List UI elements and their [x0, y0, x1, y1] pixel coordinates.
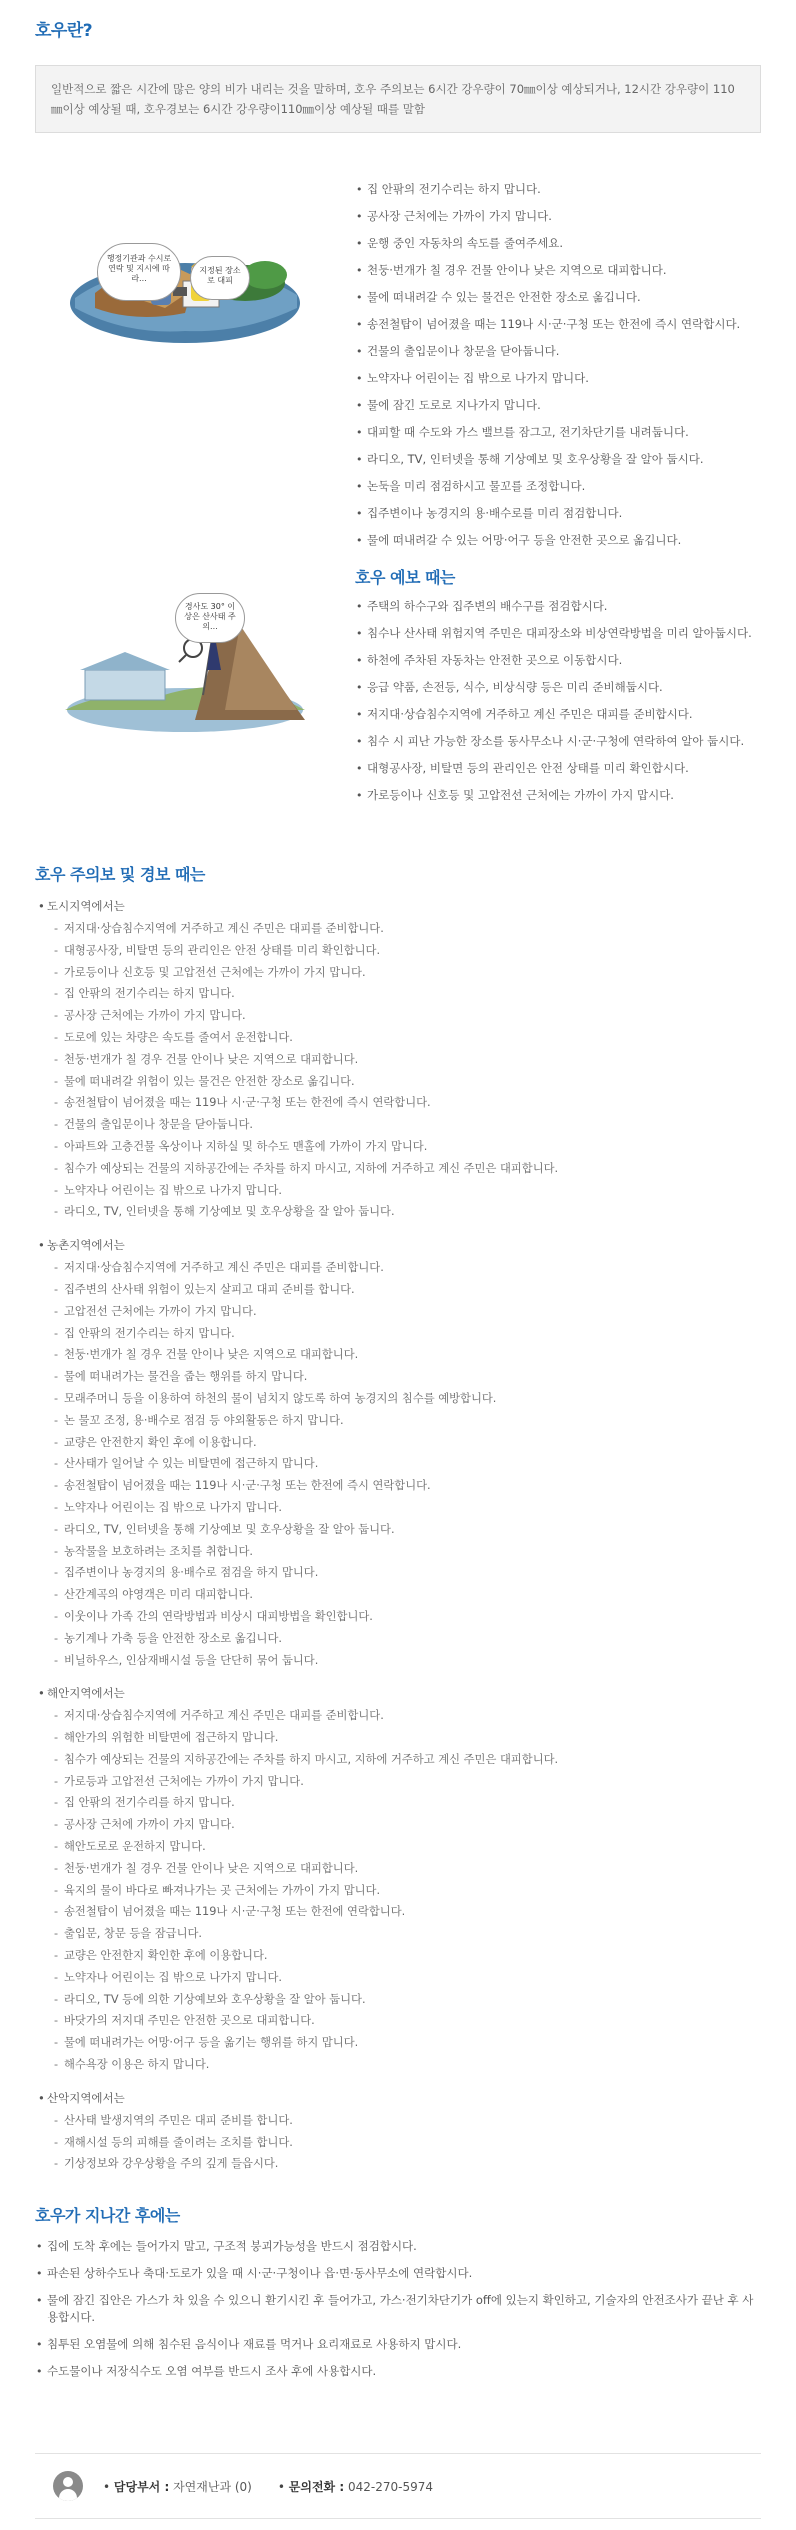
- list-item: - 산간계곡의 야영객은 미리 대피합니다.: [54, 1584, 761, 1606]
- phone-label: 문의전화 :: [288, 2479, 345, 2494]
- prep-section: [35, 173, 761, 559]
- speech-bubble-right-text: 지정된 장소로 대피: [199, 266, 241, 285]
- list-item: • 대피할 때 수도와 가스 밸브를 잠그고, 전기차단기를 내려둡니다.: [355, 424, 761, 441]
- list-item: • 침투된 오염물에 의해 침수된 음식이나 재료를 먹거나 요리재료로 사용하지 맙시다.: [35, 2336, 761, 2353]
- list-item: - 송전철탑이 넘어졌을 때는 119나 시·군·구청 또는 한전에 즉시 연락합니다.: [54, 1475, 761, 1497]
- warning-group-title: • 도시지역에서는: [35, 895, 761, 917]
- list-item: - 저지대·상습침수지역에 거주하고 계신 주민은 대피를 준비합니다.: [54, 1705, 761, 1727]
- dept-label: 담당부서 :: [113, 2479, 170, 2494]
- list-item: • 집 안팎의 전기수리는 하지 맙니다.: [355, 181, 761, 198]
- list-item: • 천둥·번개가 칠 경우 건물 안이나 낮은 지역으로 대피합니다.: [355, 262, 761, 279]
- warning-group-list: [35, 1257, 761, 1671]
- list-item: - 라디오, TV, 인터넷을 통해 기상예보 및 호우상황을 잘 알아 둡니다.: [54, 1201, 761, 1223]
- speech-bubble-right: [190, 256, 250, 300]
- after-title: 호우가 지나간 후에는: [35, 2206, 180, 2226]
- list-item: - 공사장 근처에는 가까이 가지 맙니다.: [54, 1005, 761, 1027]
- list-item: • 운행 중인 자동차의 속도를 줄여주세요.: [355, 235, 761, 252]
- list-item: • 주택의 하수구와 집주변의 배수구를 점검합시다.: [355, 598, 761, 615]
- list-item: • 건물의 출입문이나 창문을 닫아둡니다.: [355, 343, 761, 360]
- list-item: - 건물의 출입문이나 창문을 닫아둡니다.: [54, 1114, 761, 1136]
- list-item: - 가로등이나 신호등 및 고압전선 근처에는 가까이 가지 맙니다.: [54, 962, 761, 984]
- list-item: - 노약자나 어린이는 집 밖으로 나가지 맙니다.: [54, 1180, 761, 1202]
- page-title: 호우란?: [35, 21, 93, 41]
- list-item: - 천둥·번개가 칠 경우 건물 안이나 낮은 지역으로 대피합니다.: [54, 1858, 761, 1880]
- list-item: - 비닐하우스, 인삼재배시설 등을 단단히 묶어 둡니다.: [54, 1650, 761, 1672]
- list-item: - 바닷가의 저지대 주민은 안전한 곳으로 대피합니다.: [54, 2010, 761, 2032]
- illustration-landslide: [35, 565, 355, 814]
- list-item: - 고압전선 근처에는 가까이 가지 맙니다.: [54, 1301, 761, 1323]
- list-item: - 저지대·상습침수지역에 거주하고 계신 주민은 대피를 준비합니다.: [54, 1257, 761, 1279]
- warning-title: 호우 주의보 및 경보 때는: [35, 865, 205, 884]
- list-item: - 이웃이나 가족 간의 연락방법과 비상시 대피방법을 확인합니다.: [54, 1606, 761, 1628]
- forecast-section: [35, 565, 761, 814]
- list-item: • 물에 떠내려갈 수 있는 어망·어구 등을 안전한 곳으로 옮깁니다.: [355, 532, 761, 549]
- list-item: - 모래주머니 등을 이용하여 하천의 물이 넘치지 않도록 하여 농경지의 침수를 예방합니다.: [54, 1388, 761, 1410]
- list-item: - 송전철탑이 넘어졌을 때는 119나 시·군·구청 또는 한전에 연락합니다.: [54, 1901, 761, 1923]
- speech-bubble-left-text: 행정기관과 수시로 연락 및 지시에 따라...: [106, 254, 172, 283]
- warning-group-title: • 해안지역에서는: [35, 1682, 761, 1704]
- list-item: • 노약자나 어린이는 집 밖으로 나가지 맙니다.: [355, 370, 761, 387]
- contact-department: • 담당부서 : 자연재난과 (0): [103, 2479, 252, 2494]
- list-item: - 물에 떠내려갈 위험이 있는 물건은 안전한 장소로 옮깁니다.: [54, 1071, 761, 1093]
- list-item: • 라디오, TV, 인터넷을 통해 기상예보 및 호우상황을 잘 알아 둡시다.: [355, 451, 761, 468]
- list-item: - 재해시설 등의 피해를 줄이려는 조치를 합니다.: [54, 2132, 761, 2154]
- list-item: • 물에 잠긴 도로로 지나가지 맙니다.: [355, 397, 761, 414]
- list-item: - 아파트와 고층건물 옥상이나 지하실 및 하수도 맨홀에 가까이 가지 맙니다.: [54, 1136, 761, 1158]
- list-item: - 가로등과 고압전선 근처에는 가까이 가지 맙니다.: [54, 1771, 761, 1793]
- list-item: - 천둥·번개가 칠 경우 건물 안이나 낮은 지역으로 대피합니다.: [54, 1049, 761, 1071]
- definition-text: 일반적으로 짧은 시간에 많은 양의 비가 내리는 것을 말하며, 호우 주의보는 6시간 강우량이 70㎜이상 예상되거나, 12시간 강우량이 110㎜이상 예상될 때, 호우경보는 6시간 강우량이110㎜이상 예상될 때를 말함: [51, 82, 735, 116]
- person-icon: [53, 2471, 83, 2501]
- list-item: • 하천에 주차된 자동차는 안전한 곳으로 이동합시다.: [355, 652, 761, 669]
- list-item: • 침수 시 피난 가능한 장소를 동사무소나 시·군·구청에 연락하여 알아 둡시다.: [355, 733, 761, 750]
- contact-phone: • 문의전화 : 042-270-5974: [277, 2479, 433, 2494]
- prep-list: [355, 181, 761, 549]
- warning-group-title: • 농촌지역에서는: [35, 1234, 761, 1256]
- list-item: • 물에 잠긴 집안은 가스가 차 있을 수 있으니 환기시킨 후 들어가고, 가스·전기차단기가 off에 있는지 확인하고, 기술자의 안전조사가 끝난 후 사용합시다.: [35, 2292, 761, 2326]
- list-item: - 물에 떠내려가는 어망·어구 등을 옮기는 행위를 하지 맙니다.: [54, 2032, 761, 2054]
- list-item: - 노약자나 어린이는 집 밖으로 나가지 맙니다.: [54, 1497, 761, 1519]
- list-item: - 천둥·번개가 칠 경우 건물 안이나 낮은 지역으로 대피합니다.: [54, 1344, 761, 1366]
- list-item: - 농기계나 가축 등을 안전한 장소로 옮깁니다.: [54, 1628, 761, 1650]
- warning-groups: [35, 895, 761, 2175]
- list-item: - 교량은 안전한지 확인한 후에 이용합니다.: [54, 1945, 761, 1967]
- list-item: - 교량은 안전한지 확인 후에 이용합니다.: [54, 1432, 761, 1454]
- list-item: • 물에 떠내려갈 수 있는 물건은 안전한 장소로 옮깁니다.: [355, 289, 761, 306]
- after-list: [35, 2238, 761, 2380]
- list-item: - 라디오, TV, 인터넷을 통해 기상예보 및 호우상황을 잘 알아 둡니다.: [54, 1519, 761, 1541]
- warning-group: [35, 1234, 761, 1671]
- list-item: - 집주변이나 농경지의 용·배수로 점검을 하지 맙니다.: [54, 1562, 761, 1584]
- list-item: • 집에 도착 후에는 들어가지 말고, 구조적 붕괴가능성을 반드시 점검합시다.: [35, 2238, 761, 2255]
- contact-bar: [35, 2453, 761, 2519]
- list-item: • 파손된 상하수도나 축대·도로가 있을 때 시·군·구청이나 읍·면·동사무소에 연락합시다.: [35, 2265, 761, 2282]
- warning-group: [35, 2087, 761, 2175]
- list-item: - 저지대·상습침수지역에 거주하고 계신 주민은 대피를 준비합니다.: [54, 918, 761, 940]
- warning-group-list: [35, 1705, 761, 2076]
- warning-group-title: • 산악지역에서는: [35, 2087, 761, 2109]
- list-item: • 집주변이나 농경지의 용·배수로를 미리 점검합니다.: [355, 505, 761, 522]
- forecast-list: [355, 598, 761, 804]
- list-item: - 집주변의 산사태 위험이 있는지 살피고 대피 준비를 합니다.: [54, 1279, 761, 1301]
- list-item: - 대형공사장, 비탈면 등의 관리인은 안전 상태를 미리 확인합니다.: [54, 940, 761, 962]
- list-item: - 해안도로로 운전하지 맙니다.: [54, 1836, 761, 1858]
- list-item: - 출입문, 창문 등을 잠급니다.: [54, 1923, 761, 1945]
- list-item: - 산사태 발생지역의 주민은 대피 준비를 합니다.: [54, 2110, 761, 2132]
- forecast-title: 호우 예보 때는: [355, 568, 455, 587]
- list-item: • 논둑을 미리 점검하시고 물꼬를 조정합니다.: [355, 478, 761, 495]
- dept-value: 자연재난과 (0): [173, 2479, 252, 2494]
- list-item: • 응급 약품, 손전등, 식수, 비상식량 등은 미리 준비해둡시다.: [355, 679, 761, 696]
- definition-box: [35, 65, 761, 133]
- speech-bubble-slope-text: 경사도 30° 이상은 산사태 주의...: [184, 602, 236, 631]
- list-item: • 공사장 근처에는 가까이 가지 맙니다.: [355, 208, 761, 225]
- list-item: - 노약자나 어린이는 집 밖으로 나가지 맙니다.: [54, 1967, 761, 1989]
- list-item: - 집 안팎의 전기수리는 하지 맙니다.: [54, 1323, 761, 1345]
- list-item: - 기상정보와 강우상황을 주의 깊게 들읍시다.: [54, 2153, 761, 2175]
- list-item: • 침수나 산사태 위험지역 주민은 대피장소와 비상연락방법을 미리 알아둡시다.: [355, 625, 761, 642]
- illustration-flood-shelter: [35, 173, 355, 559]
- warning-group-list: [35, 918, 761, 1223]
- list-item: - 해수욕장 이용은 하지 맙니다.: [54, 2054, 761, 2076]
- list-item: - 물에 떠내려가는 물건을 줍는 행위를 하지 맙니다.: [54, 1366, 761, 1388]
- list-item: - 침수가 예상되는 건물의 지하공간에는 주차를 하지 마시고, 지하에 거주하고 계신 주민은 대피합니다.: [54, 1158, 761, 1180]
- prep-list-container: [355, 173, 761, 559]
- list-item: - 집 안팎의 전기수리를 하지 맙니다.: [54, 1792, 761, 1814]
- list-item: - 집 안팎의 전기수리는 하지 맙니다.: [54, 983, 761, 1005]
- list-item: - 침수가 예상되는 건물의 지하공간에는 주차를 하지 마시고, 지하에 거주하고 계신 주민은 대피합니다.: [54, 1749, 761, 1771]
- list-item: - 공사장 근처에 가까이 가지 맙니다.: [54, 1814, 761, 1836]
- list-item: • 수도물이나 저장식수도 오염 여부를 반드시 조사 후에 사용합시다.: [35, 2363, 761, 2380]
- warning-group: [35, 895, 761, 1223]
- speech-bubble-slope: [175, 593, 245, 643]
- warning-group-list: [35, 2110, 761, 2175]
- list-item: - 육지의 물이 바다로 빠져나가는 곳 근처에는 가까이 가지 맙니다.: [54, 1880, 761, 1902]
- phone-value: 042-270-5974: [347, 2479, 433, 2494]
- list-item: • 송전철탑이 넘어졌을 때는 119나 시·군·구청 또는 한전에 즉시 연락합시다.: [355, 316, 761, 333]
- list-item: - 논 물꼬 조정, 용·배수로 점검 등 야외활동은 하지 맙니다.: [54, 1410, 761, 1432]
- list-item: - 농작물을 보호하려는 조치를 취합니다.: [54, 1541, 761, 1563]
- list-item: - 라디오, TV 등에 의한 기상예보와 호우상황을 잘 알아 둡니다.: [54, 1989, 761, 2011]
- warning-group: [35, 1682, 761, 2076]
- list-item: - 송전철탑이 넘어졌을 때는 119나 시·군·구청 또는 한전에 즉시 연락합니다.: [54, 1092, 761, 1114]
- speech-bubble-left: [97, 243, 181, 301]
- forecast-list-container: [355, 565, 761, 814]
- list-item: • 가로등이나 신호등 및 고압전선 근처에는 가까이 가지 맙시다.: [355, 787, 761, 804]
- list-item: - 도로에 있는 차량은 속도를 줄여서 운전합니다.: [54, 1027, 761, 1049]
- list-item: • 저지대·상습침수지역에 거주하고 계신 주민은 대피를 준비합시다.: [355, 706, 761, 723]
- list-item: - 해안가의 위험한 비탈면에 접근하지 맙니다.: [54, 1727, 761, 1749]
- list-item: • 대형공사장, 비탈면 등의 관리인은 안전 상태를 미리 확인합시다.: [355, 760, 761, 777]
- list-item: - 산사태가 일어날 수 있는 비탈면에 접근하지 맙니다.: [54, 1453, 761, 1475]
